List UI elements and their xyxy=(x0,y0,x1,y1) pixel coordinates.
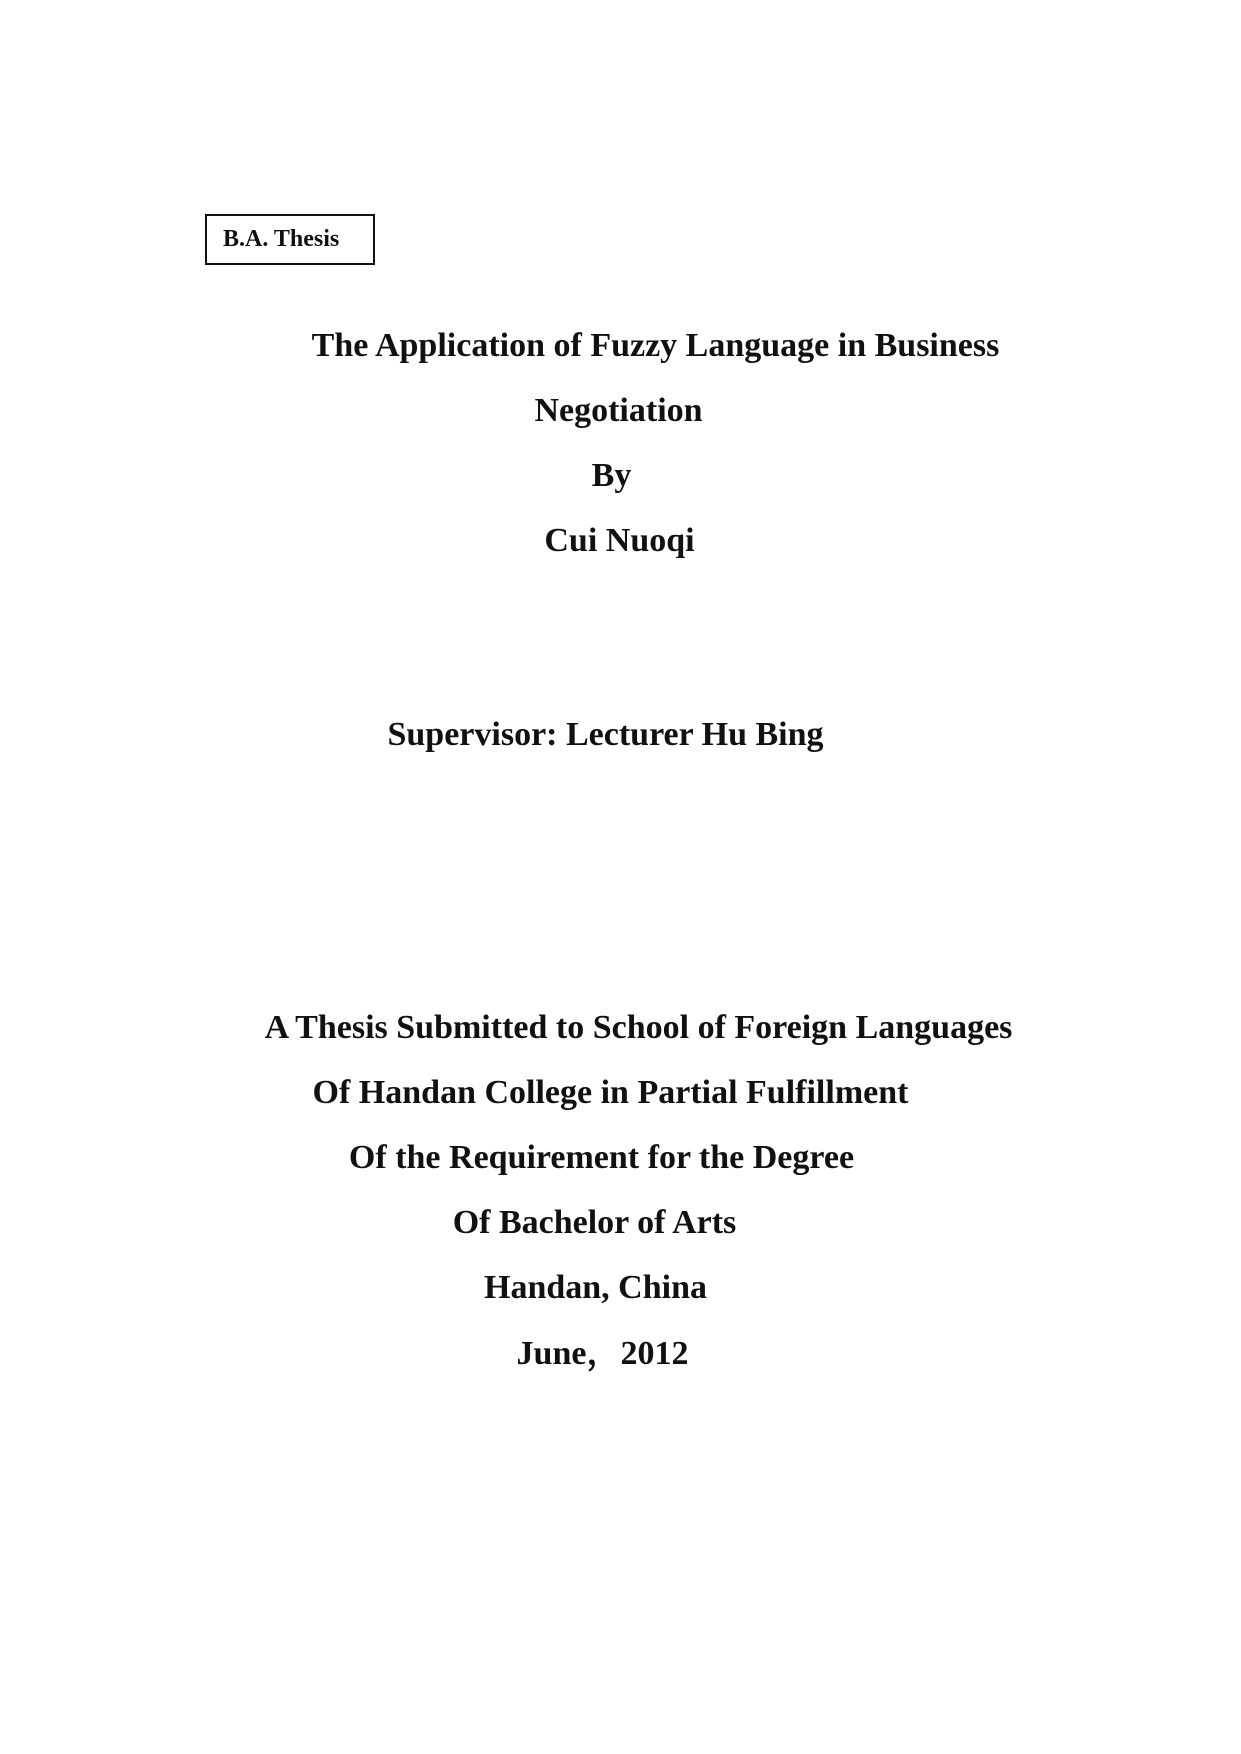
place-line: Handan, China xyxy=(484,1269,707,1306)
submission-line-4: Of Bachelor of Arts xyxy=(452,1204,737,1241)
date-line: June，2012 xyxy=(516,1335,689,1372)
title-line-1: The Application of Fuzzy Language in Business xyxy=(311,327,1000,364)
submission-line-2: Of Handan College in Partial Fulfillment xyxy=(312,1074,909,1111)
thesis-type-badge: B.A. Thesis xyxy=(205,214,375,265)
title-line-2: Negotiation xyxy=(534,392,703,429)
author-name: Cui Nuoqi xyxy=(544,522,695,559)
submission-line-1: A Thesis Submitted to School of Foreign Languages xyxy=(264,1009,1013,1046)
by-label: By xyxy=(591,457,632,494)
submission-line-3: Of the Requirement for the Degree xyxy=(348,1139,855,1176)
supervisor-line: Supervisor: Lecturer Hu Bing xyxy=(387,716,824,753)
